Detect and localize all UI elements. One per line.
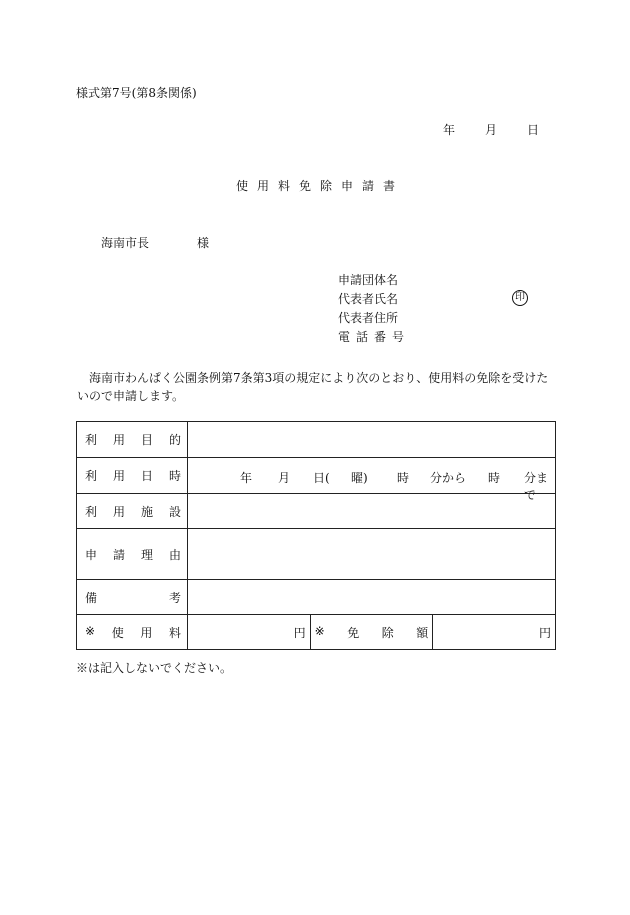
date-day: 日 (527, 123, 540, 137)
table-row (77, 494, 556, 529)
rep-name-label: 代表者氏名 (338, 292, 399, 306)
addressee-name: 海南市長 (101, 236, 150, 250)
remarks-field[interactable] (188, 580, 556, 615)
phone-label: 電話番号 (338, 330, 411, 344)
facility-label-cell (77, 494, 188, 529)
facility-field[interactable] (188, 494, 556, 529)
dt-month: 月 (278, 471, 291, 485)
table-row (77, 615, 556, 650)
form-number: 様式第7号(第8条関係) (76, 86, 197, 100)
addressee (101, 236, 209, 250)
dt-weekday: 曜) (351, 471, 368, 485)
body-text: 海南市わんぱく公園条例第7条第3項の規定により次のとおり、使用料の免除を受けたいので申請します。 (77, 371, 549, 403)
datetime-field[interactable] (188, 458, 556, 502)
exempt-field[interactable] (433, 615, 556, 650)
org-name-label: 申請団体名 (338, 273, 399, 287)
addressee-honorific: 様 (197, 236, 210, 250)
exempt-label: ※ 免 除 額 (314, 623, 429, 640)
facility-label: 利 用 施 設 (85, 504, 181, 519)
date-line (443, 123, 539, 137)
fee-label-cell (77, 615, 188, 650)
footnote: ※は記入しないでください。 (76, 661, 233, 675)
table-row (77, 458, 556, 494)
table-row (77, 529, 556, 580)
reason-label: 申 請 理 由 (85, 547, 181, 562)
purpose-label: 利 用 目 的 (85, 433, 181, 447)
datetime-label: 利 用 日 時 (85, 469, 181, 483)
exempt-unit: 円 (538, 625, 551, 640)
fee-label: ※ 使 用 料 (85, 623, 181, 640)
fee-unit: 円 (293, 625, 306, 640)
table-row (77, 422, 556, 458)
dt-min-to: 分まで (524, 471, 549, 502)
remarks-label-cell (77, 580, 188, 615)
date-year: 年 (443, 123, 456, 137)
rep-address-label: 代表者住所 (338, 311, 399, 325)
fee-field[interactable] (188, 615, 311, 650)
dt-day: 日( (313, 471, 330, 485)
purpose-field[interactable] (188, 422, 556, 458)
date-month: 月 (485, 123, 498, 137)
dt-hour-to: 時 (488, 471, 501, 485)
reason-label-cell (77, 529, 188, 580)
datetime-label-cell (77, 458, 188, 494)
remarks-label: 備 考 (85, 590, 181, 605)
document-title: 使用料免除申請書 (236, 179, 405, 193)
dt-hour-from: 時 (397, 471, 410, 485)
application-table (76, 421, 556, 650)
dt-min-from: 分から (430, 471, 467, 485)
dt-year: 年 (240, 471, 253, 485)
exempt-label-cell (310, 615, 433, 650)
reason-field[interactable] (188, 529, 556, 580)
table-row (77, 580, 556, 615)
purpose-label-cell (77, 422, 188, 458)
seal-mark: 印 (512, 290, 528, 306)
